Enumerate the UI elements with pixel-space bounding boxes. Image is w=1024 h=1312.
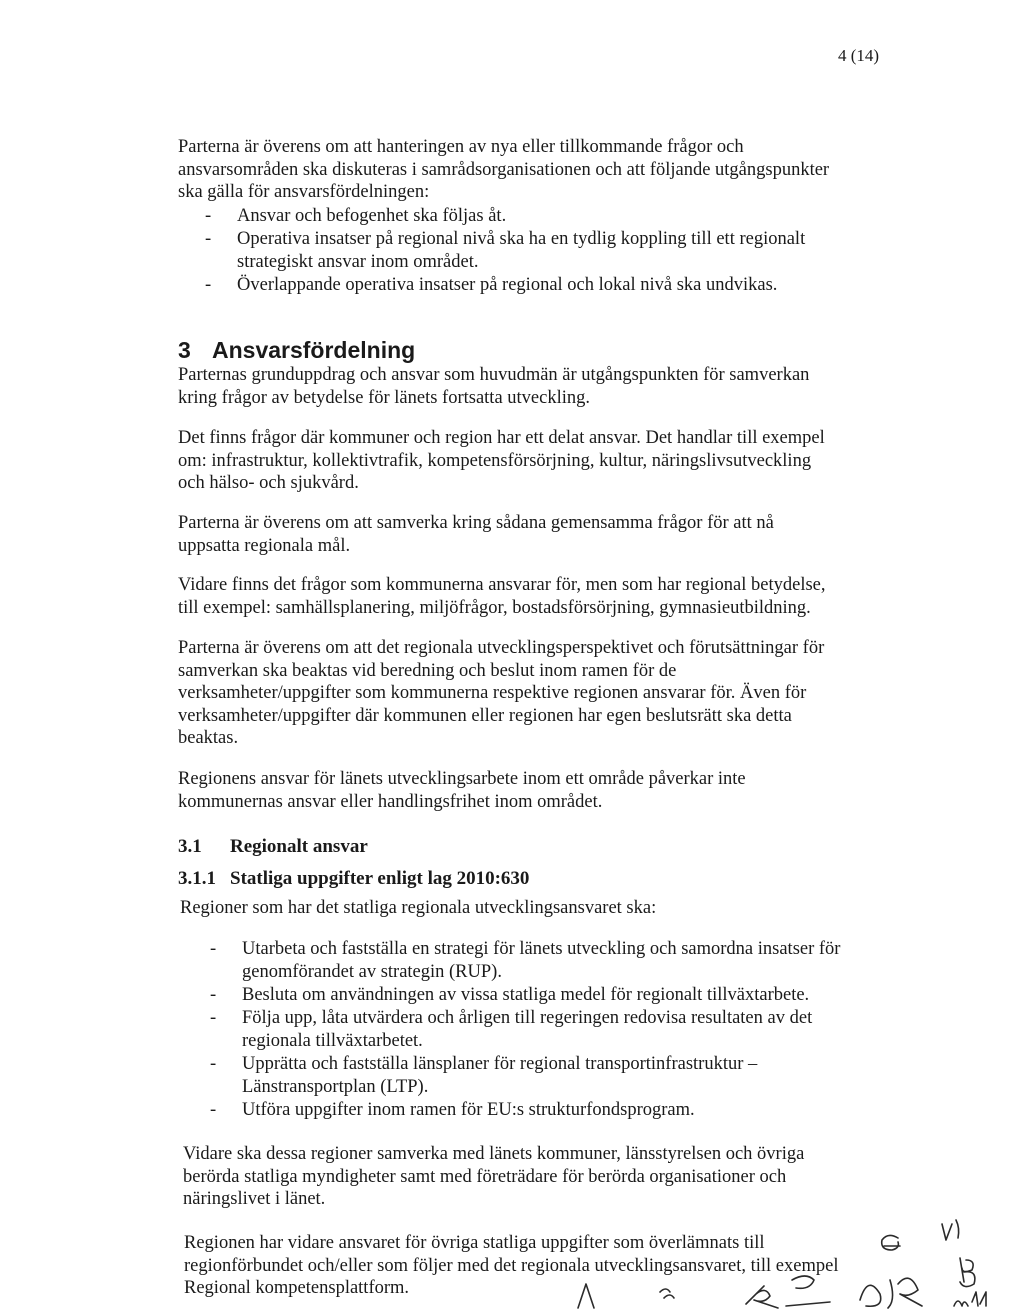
text-line: verksamheter/uppgifter där kommunen eller regionen har egen beslutsrätt ska detta	[178, 705, 792, 726]
intro-paragraph	[178, 136, 829, 204]
text-line: ska gälla för ansvarsfördelningen:	[178, 182, 430, 202]
subsubsection-number: 3.1.1	[178, 868, 216, 889]
text-line: Regional kompetensplattform.	[184, 1278, 410, 1298]
initial-mark	[960, 1258, 975, 1287]
initial-mark	[954, 1292, 986, 1306]
text-line: kring frågor av betydelse för länets fortsatta utveckling.	[178, 387, 590, 408]
text-line: Vidare ska dessa regioner samverka med länets kommuner, länsstyrelsen och övriga	[183, 1144, 805, 1164]
text-line: uppsatta regionala mål.	[178, 535, 351, 556]
initial-mark	[660, 1289, 674, 1298]
bullet-dash: -	[210, 1054, 217, 1074]
text-line: näringslivet i länet.	[183, 1189, 326, 1209]
text-line: Vidare finns det frågor som kommunerna ansvarar för, men som har regional betydelse,	[178, 575, 826, 595]
text-line: Parterna är överens om att samverka kring sådana gemensamma frågor för att nå	[178, 513, 774, 533]
bullet-dash: -	[205, 229, 212, 249]
text-line: Regionen har vidare ansvaret för övriga statliga uppgifter som överlämnats till	[184, 1233, 765, 1253]
bullet-dash: -	[210, 1100, 217, 1120]
paragraph	[178, 637, 824, 750]
paragraph	[178, 364, 809, 409]
page-number: 4 (14)	[838, 46, 880, 65]
list-item-text: strategiskt ansvar inom området.	[237, 251, 479, 272]
initial-mark	[860, 1278, 922, 1308]
text-line: till exempel: samhällsplanering, miljöfrågor, bostadsförsörjning, gymnasieutbildning.	[178, 597, 811, 618]
list-item-text: Ansvar och befogenhet ska följas åt.	[237, 206, 507, 226]
list-item-text: Länstransportplan (LTP).	[242, 1076, 429, 1097]
text-line: beaktas.	[178, 728, 239, 748]
initial-mark	[746, 1286, 778, 1308]
subsection-heading	[178, 836, 368, 858]
initial-mark	[942, 1220, 959, 1240]
subsection-title: Regionalt ansvar	[230, 836, 368, 857]
paragraph	[180, 897, 656, 920]
initial-mark	[578, 1284, 594, 1308]
text-line: Det finns frågor där kommuner och region har ett delat ansvar. Det handlar till exempel	[178, 428, 825, 448]
text-line: samverkan ska beaktas vid beredning och beslut inom ramen för de	[178, 660, 677, 681]
list-item-text: regionala tillväxtarbetet.	[242, 1030, 423, 1051]
paragraph	[178, 768, 746, 813]
handwritten-initials	[560, 1210, 1020, 1310]
list-item-text: Utarbeta och fastställa en strategi för länets utveckling och samordna insatser för	[242, 939, 841, 959]
text-line: om: infrastruktur, kollektivtrafik, kompetensförsörjning, kultur, näringslivsutveckling	[178, 450, 812, 471]
list-item-text: genomförandet av strategin (RUP).	[242, 961, 502, 982]
paragraph	[178, 427, 825, 495]
list-item-text: Besluta om användningen av vissa statliga medel för regionalt tillväxtarbete.	[242, 985, 810, 1005]
initial-mark	[786, 1276, 830, 1306]
subsubsection-heading	[178, 868, 529, 890]
list-item-text: Utföra uppgifter inom ramen för EU:s strukturfondsprogram.	[242, 1100, 695, 1120]
bullet-dash: -	[210, 939, 217, 959]
text-line: Parterna är överens om att det regionala utvecklingsperspektivet och förutsättningar för	[178, 638, 825, 658]
text-line: och hälso- och sjukvård.	[178, 473, 359, 493]
paragraph	[178, 574, 826, 619]
list-item-text: Överlappande operativa insatser på regional och lokal nivå ska undvikas.	[237, 275, 778, 295]
bullet-dash: -	[205, 206, 212, 226]
initial-mark	[882, 1235, 900, 1250]
text-line: berörda statliga myndigheter samt med företrädare för berörda organisationer och	[183, 1166, 787, 1187]
text-line: Parternas grunduppdrag och ansvar som huvudmän är utgångspunkten för samverkan	[178, 365, 810, 385]
paragraph	[183, 1143, 804, 1211]
bullet-dash: -	[205, 275, 212, 295]
list-item-text: Upprätta och fastställa länsplaner för regional transportinfrastruktur –	[242, 1054, 758, 1074]
section-heading	[178, 337, 415, 364]
text-line: Regioner som har det statliga regionala utvecklingsansvaret ska:	[180, 898, 657, 918]
text-line: Parterna är överens om att hanteringen av nya eller tillkommande frågor och	[178, 137, 744, 157]
text-line: ansvarsområden ska diskuteras i samrådsorganisationen och att följande utgångspunkter	[178, 159, 830, 180]
text-line: Regionens ansvar för länets utvecklingsarbete inom ett område påverkar inte	[178, 769, 746, 789]
list-item-text: Operativa insatser på regional nivå ska ha en tydlig koppling till ett regionalt	[237, 229, 806, 249]
subsection-number: 3.1	[178, 836, 202, 857]
text-line: kommunernas ansvar eller handlingsfrihet inom området.	[178, 791, 603, 812]
text-line: regionförbundet och/eller som följer med det regionala utvecklingsansvaret, till exempel	[184, 1255, 839, 1276]
paragraph	[178, 512, 774, 557]
list-item-text: Följa upp, låta utvärdera och årligen till regeringen redovisa resultaten av det	[242, 1008, 813, 1028]
bullet-dash: -	[210, 1008, 217, 1028]
bullet-dash: -	[210, 985, 217, 1005]
subsubsection-title: Statliga uppgifter enligt lag 2010:630	[230, 868, 530, 889]
section-title: Ansvarsfördelning	[212, 337, 416, 363]
text-line: verksamheter/uppgifter som kommunerna respektive regionen ansvarar för. Även för	[178, 683, 807, 703]
section-number: 3	[178, 337, 191, 363]
